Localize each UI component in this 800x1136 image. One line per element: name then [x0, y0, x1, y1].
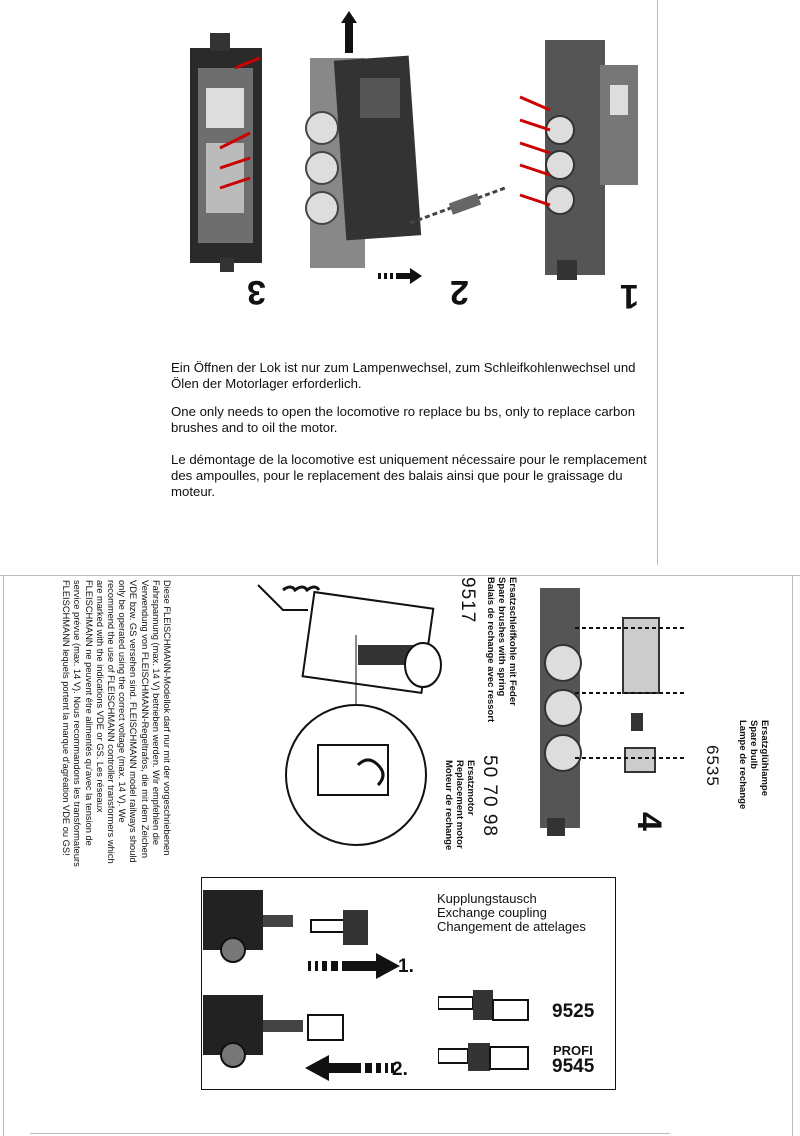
profi-label: PROFI — [553, 1043, 593, 1058]
coupling-title: Kupplungstausch Exchange coupling Changement de attelages — [437, 891, 586, 934]
sheet-edge-right-lower — [792, 575, 793, 1136]
sheet-edge-bottom — [30, 1133, 670, 1134]
arrow-step-1-label: 1. — [398, 956, 414, 977]
coupling-part-9545-icon — [438, 1037, 533, 1077]
paragraph-german: Ein Öffnen der Lok ist nur zum Lampenwechsel, zum Schleifkohlenwechsel und Ölen der Motorlager erforderlich. — [171, 360, 636, 391]
locomotive-illustration-step3 — [180, 28, 275, 273]
sheet-edge-left-lower — [3, 575, 4, 1136]
coupling-panel-border-bottom — [201, 1089, 616, 1090]
part-number-9525: 9525 — [552, 1001, 595, 1022]
arrow-step-2-label: 2. — [392, 1059, 408, 1080]
part-number-6535: 6535 — [703, 745, 722, 787]
coupling-panel-border-left — [201, 877, 202, 1089]
arrow-right-icon — [378, 268, 422, 284]
label-replacement-motor: Ersatzmotor Replacement motor Moteur de rechange — [443, 760, 476, 851]
coupling-part-9525-icon — [438, 985, 533, 1025]
coupling-panel-border-right — [615, 877, 616, 1089]
arrow-left-icon — [305, 1055, 395, 1081]
step-number-3: 3 — [247, 273, 266, 311]
part-number-9545: 9545 — [552, 1056, 595, 1077]
paragraph-english: One only needs to open the locomotive ro replace bu bs, only to replace carbon brushes and to oil the motor. — [171, 404, 636, 435]
arrow-right-icon — [308, 953, 400, 979]
coupling-panel-border — [201, 877, 616, 878]
motor-brush-illustration — [238, 575, 453, 880]
sheet-edge-right — [657, 0, 658, 565]
paragraph-french: Le démontage de la locomotive est uniquement nécessaire pour le remplacement des ampoulles, pour le replacement des balais ainsi que pour le graissage du moteur. — [171, 452, 647, 499]
locomotive-illustration-step1 — [515, 35, 645, 285]
voltage-safety-notice: Diese FLEISCHMANN-Modellok darf nur mit der vorgeschriebenen Fahrspannung (max. 14 V) betrieben werden. Wir empfehlen die Verwendung von FLEISCHMANN-Regeltrafos, die mit dem Zeichen VDE bzw. GS versehen sind. FLEISCHMANN model railways should only be operated using the correct voltage (max. 14 V). We recommend the use of FLEISCHMANN controller transformers which are marked with the indications VDE or GS. Les réseaux FLEISCHMANN ne peuvent être alimentés qu'avec la tension de service prévue (max. 14 V). Nous recommandons les transformateurs FLEISCHMANN lequels portent la marque d'agréation VDE ou GS! — [61, 580, 172, 867]
locomotive-illustration-step2 — [300, 8, 530, 278]
label-spare-bulb: Ersatzglühlampe Spare bulb Lampe de rechange — [737, 720, 770, 810]
step-number-4: 4 — [630, 812, 668, 831]
locomotive-illustration-step4 — [535, 588, 695, 838]
step-number-2: 2 — [450, 273, 469, 311]
part-number-9517: 9517 — [457, 577, 478, 624]
label-spare-brushes: Ersatzschleifkohle mit Feder Spare brushes with spring Balais de rechange avec ressort — [485, 577, 518, 723]
step-number-1: 1 — [620, 277, 639, 315]
part-number-507098: 50 70 98 — [479, 755, 500, 837]
